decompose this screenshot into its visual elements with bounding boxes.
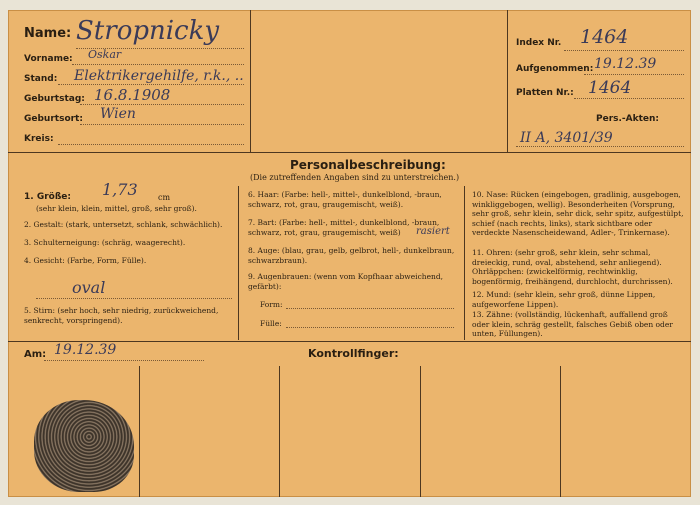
divider-horizontal-top	[8, 152, 691, 153]
divider-finger-1	[139, 366, 140, 497]
personal-subtitle: (Die zutreffenden Angaben sind zu unterstreichen.)	[250, 173, 460, 182]
ohren-text: 11. Ohren: (sehr groß, sehr klein, sehr schmal, dreieckig, rund, oval, abstehend, sehr anliegend). Ohrläppchen: (zwickelförmig, rechtwinklig, bogenförmig, freihängend, durchlocht, durchrissen).	[472, 248, 673, 286]
aufgenommen-value: 19.12.39	[594, 56, 657, 72]
bart-text: 7. Bart: (Farbe: hell-, mittel-, dunkelblond, -braun, schwarz, rot, grau, graugemischt, weiß)	[248, 218, 440, 237]
stirn-text: 5. Stirn: (sehr hoch, sehr niedrig, zurückweichend, senkrecht, vorspringend).	[24, 306, 219, 325]
gesicht-value: oval	[72, 278, 106, 297]
platten-label: Platten Nr.:	[516, 88, 574, 98]
divider-personal-1	[238, 186, 239, 340]
stand-label: Stand:	[24, 74, 58, 84]
auge-text: 8. Auge: (blau, grau, gelb, gelbrot, hell-, dunkelbraun, schwarzbraun).	[248, 246, 455, 265]
name-value: Stropnicky	[76, 16, 220, 46]
fuelle-label: Fülle:	[260, 319, 282, 328]
divider-finger-2	[279, 366, 280, 497]
pers-akten-label: Pers.-Akten:	[596, 114, 660, 124]
groesse-value: 1,73	[102, 180, 138, 199]
pers-akten-value: II A, 3401/39	[520, 130, 613, 146]
zaehne-text: 13. Zähne: (vollständig, lückenhaft, auffallend groß oder klein, schräg gestellt, falsches Gebiß oben oder unten, Füllungen).	[472, 310, 673, 338]
kontrollfinger-label: Kontrollfinger:	[308, 347, 399, 360]
vorname-label: Vorname:	[24, 54, 73, 64]
mund-text: 12. Mund: (sehr klein, sehr groß, dünne Lippen, aufgeworfene Lippen).	[472, 290, 656, 309]
kreis-label: Kreis:	[24, 134, 54, 144]
registration-card	[8, 10, 691, 497]
index-value: 1464	[580, 26, 629, 48]
divider-finger-3	[420, 366, 421, 497]
stand-value: Elektrikergehilfe, r.k., ..	[74, 68, 244, 84]
augenbrauen-text: 9. Augenbrauen: (wenn vom Kopfhaar abweichend, gefärbt):	[248, 272, 444, 291]
groesse-unit: cm	[158, 193, 171, 202]
vorname-value: Oskar	[88, 48, 122, 61]
aufgenommen-label: Aufgenommen:	[516, 64, 594, 74]
gestalt-text: 2. Gestalt: (stark, untersetzt, schlank, schwächlich).	[24, 220, 223, 229]
platten-value: 1464	[588, 78, 632, 98]
geburtstag-label: Geburtstag:	[24, 94, 85, 104]
personal-title: Personalbeschreibung:	[290, 158, 446, 172]
nase-text: 10. Nase: Rücken (eingebogen, gradlinig, ausgebogen, winkliggebogen, wellig). Besonderheiten (Vorsprung, sehr groß, sehr klein, sehr dick, sehr spitz, aufgestülpt, schief (nach rechts, links), stark sichtbare oder verdeckte Nasenscheidewand, Adler-, Trinkernase).	[472, 190, 684, 237]
divider-finger-4	[560, 366, 561, 497]
groesse-label: 1. Größe:	[24, 192, 71, 202]
haar-text: 6. Haar: (Farbe: hell-, mittel-, dunkelblond, -braun, schwarz, rot, grau, graugemischt, weiß).	[248, 190, 442, 209]
am-label: Am:	[24, 349, 47, 360]
am-value: 19.12.39	[54, 342, 117, 358]
geburtstag-value: 16.8.1908	[94, 86, 171, 104]
index-label: Index Nr.	[516, 38, 562, 48]
bart-value: rasiert	[416, 226, 450, 237]
divider-top-right	[507, 10, 508, 152]
gesicht-text: 4. Gesicht: (Farbe, Form, Fülle).	[24, 256, 147, 265]
geburtsort-value: Wien	[100, 106, 136, 122]
schulter-text: 3. Schulterneigung: (schräg, waagerecht).	[24, 238, 186, 247]
name-label: Name:	[24, 26, 72, 41]
divider-personal-2	[464, 186, 465, 340]
groesse-options: (sehr klein, klein, mittel, groß, sehr groß).	[36, 204, 197, 213]
geburtsort-label: Geburtsort:	[24, 114, 83, 124]
form-label: Form:	[260, 300, 283, 309]
fingerprint-image	[34, 400, 134, 492]
divider-top-left	[250, 10, 251, 152]
